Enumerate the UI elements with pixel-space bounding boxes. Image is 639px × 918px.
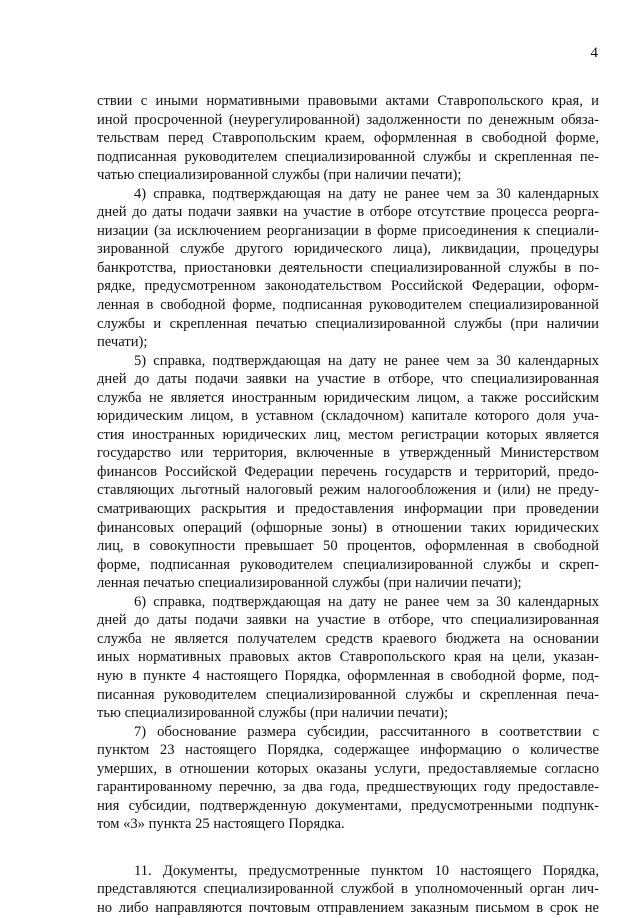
text-line: 5) справка, подтверждающая на дату не ранее чем за 30 календарных [134, 352, 599, 369]
text-line: подписанная руководителем специализированной службы и скрепленная пе- [97, 148, 599, 165]
text-line: лиц, в совокупности превышает 50 процентов, оформленная в свободной [97, 538, 599, 555]
paragraph [97, 862, 599, 918]
document-body [97, 92, 599, 918]
paragraph [97, 92, 599, 185]
text-line: том «3» пункта 25 настоящего Порядка. [97, 816, 345, 833]
text-line: тью специализированной службы (при наличии печати); [97, 705, 449, 722]
text-line: гарантированному перечню, за два года, предшествующих году предоставле- [97, 779, 599, 796]
text-line: банкротства, приостановки деятельности специализированной службы в по- [97, 259, 599, 276]
text-line: 4) справка, подтверждающая на дату не ранее чем за 30 календарных [134, 185, 599, 202]
text-line: государство или территория, включенные в утвержденный Министерством [97, 445, 599, 462]
paragraph-spacer [97, 834, 599, 862]
text-line: ствии с иными нормативными правовыми актами Ставропольского края, и [97, 93, 599, 109]
text-line: форме, подписанная руководителем специализированной службы и скреп- [97, 556, 599, 573]
text-line: иных нормативных правовых актов Ставропольского края на цели, указан- [97, 649, 599, 666]
text-line: юридическим лицом, в уставном (складочном) капитале которого доля уча- [97, 408, 599, 425]
text-line: дней до даты подачи заявки на участие в отборе отсутствие процесса реорга- [97, 204, 599, 221]
text-line: умерших, в отношении которых оказаны услуги, предоставляемые согласно [97, 760, 599, 777]
text-line: иной просроченной (неурегулированной) задолженности по денежным обяза- [97, 111, 599, 128]
text-line: рядке, предусмотренном законодательством Российской Федерации, оформ- [97, 278, 599, 295]
paragraph [97, 593, 599, 723]
text-line: 7) обоснование размера субсидии, рассчитанного в соответствии с [134, 723, 599, 740]
text-line: низации (за исключением реорганизации в форме присоединения к специали- [97, 222, 599, 239]
text-line: ленная в свободной форме, подписанная руководителем специализированной [97, 297, 599, 314]
text-line: ленная печатью специализированной службы (при наличии печати); [97, 575, 522, 592]
text-line: финансов Российской Федерации перечень государств и территорий, предо- [97, 463, 599, 480]
text-line: служба не является получателем средств краевого бюджета на основании [97, 630, 599, 647]
text-line: пунктом 23 настоящего Порядка, содержащее информацию о количестве [97, 742, 599, 759]
text-line: сматривающих раскрытия и предоставления информации при проведении [97, 501, 599, 518]
text-line: печати); [97, 334, 148, 351]
text-line: стия иностранных юридических лиц, местом регистрации которых является [97, 426, 599, 443]
text-line: службы и скрепленная печатью специализированной службы (при наличии [97, 315, 599, 332]
text-line: ставляющих льготный налоговый режим налогообложения и (или) не преду- [97, 482, 599, 499]
text-line: ния субсидии, подтвержденную документами, предусмотренными подпунк- [97, 797, 599, 814]
text-line: 6) справка, подтверждающая на дату не ранее чем за 30 календарных [134, 593, 599, 610]
text-line: дней до даты подачи заявки на участие в отборе, что специализированная [97, 612, 599, 629]
text-line: ную в пункте 4 настоящего Порядка, оформленная в свободной форме, под- [97, 667, 599, 684]
paragraph [97, 352, 599, 593]
text-line: представляются специализированной службой в уполномоченный орган лич- [97, 881, 599, 898]
text-line: но либо направляются почтовым отправлением заказным письмом в срок не [97, 899, 599, 916]
text-line: чатью специализированной службы (при наличии печати); [97, 167, 462, 184]
paragraph [97, 723, 599, 834]
text-line: 11. Документы, предусмотренные пунктом 10 настоящего Порядка, [134, 862, 599, 879]
text-line: писанная руководителем специализированной службы и скрепленная печа- [97, 686, 599, 703]
text-line: зированной службе другого юридического лица), ликвидации, процедуры [97, 241, 599, 258]
text-line: служба не является иностранным юридическим лицом, а также российским [97, 389, 599, 406]
paragraph [97, 185, 599, 352]
text-line: тельствам перед Ставропольским краем, оформленная в свободной форме, [97, 130, 599, 147]
text-line: финансовых операций (офшорные зоны) в отношении таких юридических [97, 519, 599, 536]
page-number: 4 [590, 45, 598, 61]
text-line: дней до даты подачи заявки на участие в отборе, что специализированная [97, 371, 599, 388]
